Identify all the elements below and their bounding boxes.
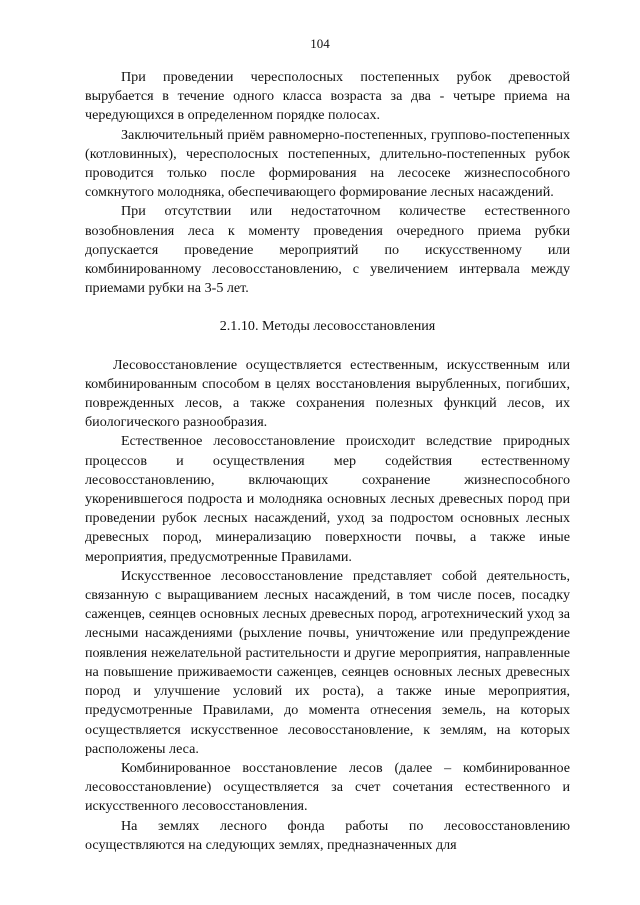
section-heading: 2.1.10. Методы лесовосстановления <box>219 318 436 335</box>
paragraph: Комбинированное восстановление лесов (далее – комбинированное лесовосстановление) осуществляется за счет сочетания естественного и искусственного лесовосстановления. <box>85 759 570 815</box>
paragraph: При проведении чересполосных постепенных рубок древостой вырубается в течение одного класса возраста за два - четыре приема на чередующихся в определенном порядке полосах. <box>85 69 570 124</box>
paragraph: Лесовосстановление осуществляется естественным, искусственным или комбинированным способом в целях восстановления вырубленных, погибших, поврежденных лесов, а также сохранения полезных функций лесов, их биологического разнообразия. <box>85 356 570 431</box>
page-number: 104 <box>310 36 330 51</box>
paragraph-continued: На землях лесного фонда работы по лесовосстановлению осуществляются на следующих землях, предназначенных для <box>85 817 570 853</box>
paragraph: При отсутствии или недостаточном количестве естественного возобновления леса к моменту проведения очередного приема рубки допускается проведение мероприятий по искусственному или комбинированному лесовосстановлению, с увеличением интервала между приемами рубки на 3-5 лет. <box>85 203 570 297</box>
paragraph: Искусственное лесовосстановление представляет собой деятельность, связанную с выращиванием лесных насаждений, в том числе посев, посадку саженцев, сеянцев основных лесных древесных пород, агротехнический уход за лесными насаждениями (рыхление почвы, уничтожение или предупреждение появления нежелательной растительности и другие мероприятия, направленные на повышение приживаемости саженцев, сеянцев основных лесных древесных пород и улучшение условий их роста), а также иные мероприятия, предусмотренные Правилами, до момента отнесения земель, на которых осуществляется искусственное лесовосстановление, к землям, на которых расположены леса. <box>85 567 570 757</box>
paragraph: Заключительный приём равномерно-постепенных, группово-постепенных (котловинных), чересполосных постепенных, длительно-постепенных рубок проводится только после формирования на лесосеке жизнеспособного сомкнутого молодняка, обеспечивающего формирование лесных насаждений. <box>85 126 570 201</box>
paragraph: Естественное лесовосстановление происходит вследствие природных процессов и осуществления мер содействия естественному лесовосстановлению, включающих сохранение жизнеспособного укоренившегося подроста и молодняка основных лесных древесных пород при проведении рубок лесных насаждений, уход за подростом основных лесных древесных пород, минерализацию поверхности почвы, а также иные мероприятия, предусмотренные Правилами. <box>85 433 570 565</box>
document-body <box>85 68 570 855</box>
